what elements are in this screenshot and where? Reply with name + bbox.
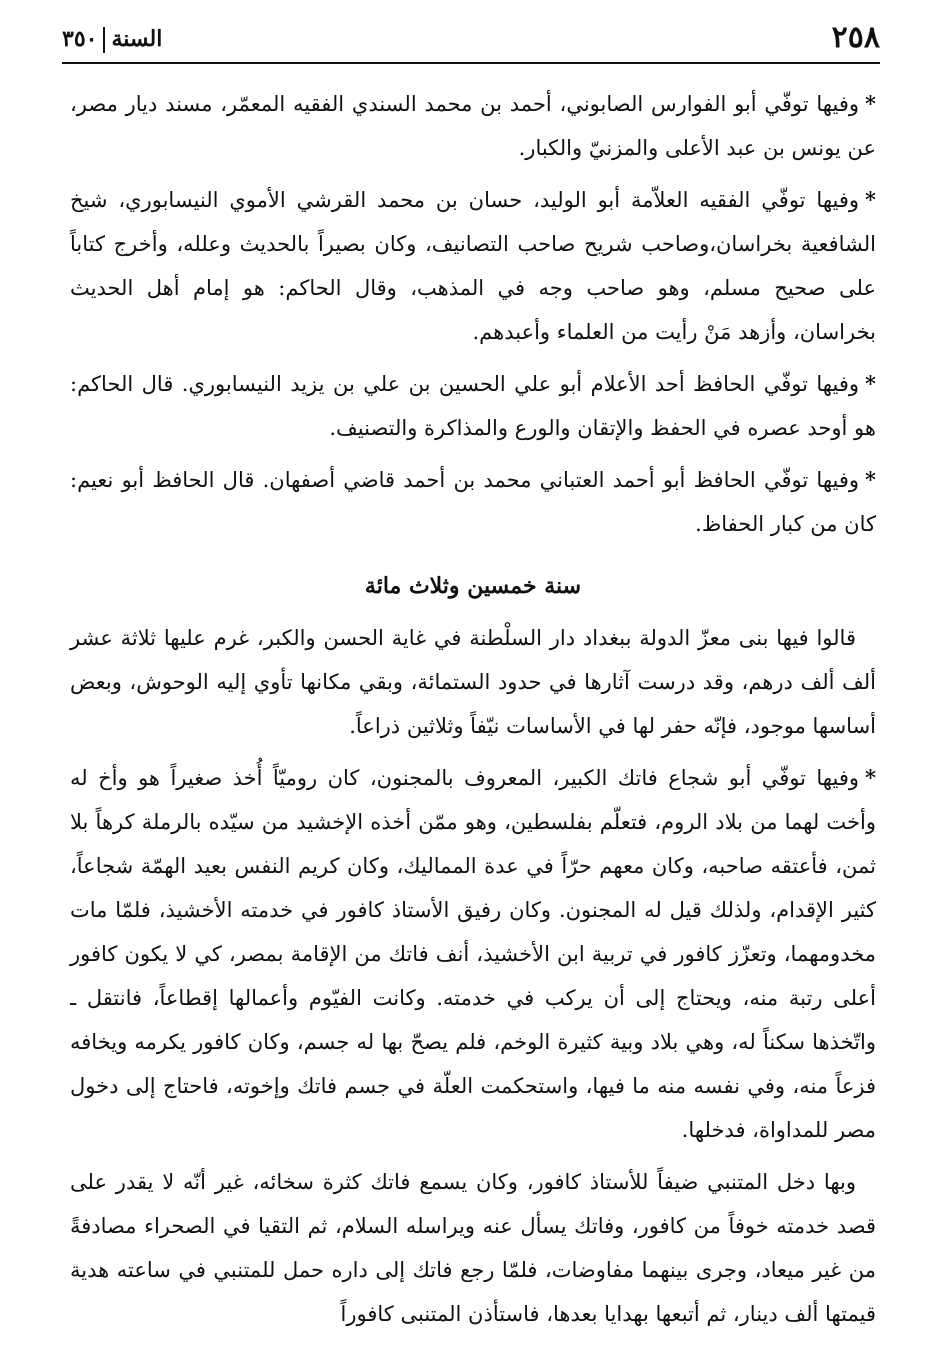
page-body <box>70 82 876 1344</box>
page-number: ٢٥٨ <box>831 20 880 55</box>
year-number: ٣٥٠ <box>62 26 98 52</box>
header-separator <box>103 27 105 53</box>
section-heading: سنة خمسين وثلاث مائة <box>364 573 582 599</box>
entry-marker: * <box>865 765 876 790</box>
entry-text: وفيها توفّي الحافظ أبو أحمد العتباني محمد بن أحمد قاضي أصفهان. قال الحافظ أبو نعيم: كان من كبار الحفاظ. <box>70 468 876 536</box>
entry-text: قالوا فيها بنى معزّ الدولة ببغداد دار السلْطنة في غاية الحسن والكبر، غرم عليها ثلاثة عشر ألف ألف درهم، وقد درست آثارها في حدود الستمائة، وبقي مكانها تأوي إليه الوحوش، وبعض أساسها موجود، فإنّه حفر لها في الأساسات نيّفاً وثلاثين ذراعاً. <box>70 626 876 738</box>
entry-paragraph <box>70 756 876 1152</box>
page-header <box>62 18 880 62</box>
entry-paragraph <box>70 82 876 170</box>
header-rule <box>62 62 880 64</box>
entry-marker: * <box>865 91 876 116</box>
running-head-year <box>62 22 162 56</box>
entry-paragraph <box>70 616 876 748</box>
entry-text: وفيها توفّي أبو شجاع فاتك الكبير، المعروف بالمجنون، كان روميّاً أُخذ صغيراً هو وأخ له وأخت لهما من بلاد الروم، فتعلّم بفلسطين، وهو ممّن أخذه الإخشيد من سيّده بالرملة كرهاً بلا ثمن، فأعتقه صاحبه، وكان معهم حرّاً في عدة المماليك، وكان كريم النفس بعيد الهمّة شجاعاً، كثير الإقدام، ولذلك قيل له المجنون. وكان رفيق الأستاذ كافور في خدمته الأخشيذ، فلمّا مات مخدومهما، وتعزّز كافور في تربية ابن الأخشيذ، أنف فاتك من الإقامة بمصر، كي لا يكون كافور أعلى رتبة منه، ويحتاج إلى أن يركب في خدمته. وكانت الفيّوم وأعمالها إقطاعاً، فانتقل ـ واتّخذها سكناً له، وهي بلاد وبية كثيرة الوخم، فلم يصحّ بها له جسم، وكان كافور يكرمه ويخافه فزعاً منه، وفي نفسه منه ما فيها، واستحكمت العلّة في جسم فاتك وإخوته، فاحتاج إلى دخول مصر للمداواة، فدخلها. <box>70 766 876 1142</box>
entry-marker: * <box>865 371 876 396</box>
year-label-text: السنة <box>111 26 163 52</box>
entry-text: وفيها توفّي الحافظ أحد الأعلام أبو علي الحسين بن علي بن يزيد النيسابوري. قال الحاكم: هو أوحد عصره في الحفظ والإتقان والورع والمذاكرة والتصنيف. <box>70 372 876 440</box>
entry-text: وفيها توفّي الفقيه العلاّمة أبو الوليد، حسان بن محمد القرشي الأموي النيسابوري، شيخ الشافعية بخراسان،وصاحب شريح صاحب التصانيف، وكان بصيراً بالحديث وعلله، وأخرج كتاباً على صحيح مسلم، وهو صاحب وجه في المذهب، وقال الحاكم: هو إمام أهل الحديث بخراسان، وأزهد مَنْ رأيت من العلماء وأعبدهم. <box>70 188 876 344</box>
entry-marker: * <box>865 187 876 212</box>
entry-paragraph <box>70 1160 876 1336</box>
entry-paragraph <box>70 362 876 450</box>
entry-marker: * <box>865 467 876 492</box>
entry-paragraph <box>70 178 876 354</box>
entry-paragraph <box>70 458 876 546</box>
entry-text: وفيها توفّي أبو الفوارس الصابوني، أحمد بن محمد السندي الفقيه المعمّر، مسند ديار مصر، عن يونس بن عبد الأعلى والمزنيّ والكبار. <box>70 92 876 160</box>
entry-text: وبها دخل المتنبي ضيفاً للأستاذ كافور، وكان يسمع فاتك كثرة سخائه، غير أنّه لا يقدر على قصد خدمته خوفاً من كافور، وفاتك يسأل عنه ويراسله السلام، ثم التقيا في الصحراء مصادفةً من غير ميعاد، وجرى بينهما مفاوضات، فلمّا رجع فاتك إلى داره حمل للمتنبي في ساعته هدية قيمتها ألف دينار، ثم أتبعها بهدايا بعدها، فاستأذن المتنبى كافوراً <box>70 1170 876 1326</box>
